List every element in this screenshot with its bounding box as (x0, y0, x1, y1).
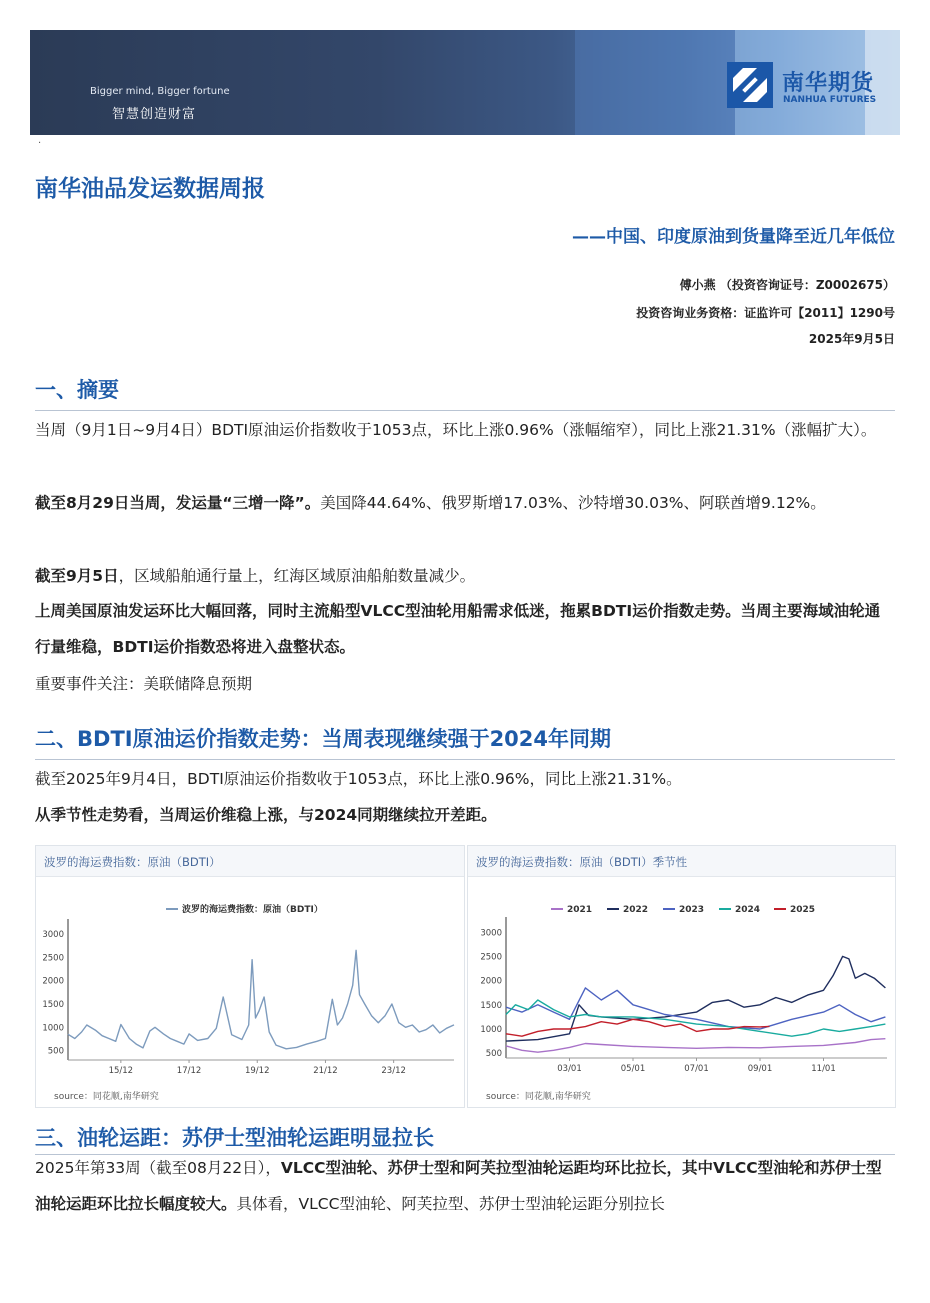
legend-label: 2021 (567, 905, 593, 915)
slogan-english: Bigger mind, Bigger fortune (90, 86, 230, 97)
paragraph-text: 2025年第33周（截至08月22日）， (35, 1159, 281, 1177)
y-tick-label: 1000 (42, 1023, 64, 1034)
summary-paragraph: 重要事件关注：美联储降息预期 (35, 675, 253, 693)
legend-label: 2023 (679, 905, 705, 915)
series-line-2023 (506, 988, 885, 1029)
y-tick-label: 2500 (480, 952, 502, 963)
paragraph-text: 具体看，VLCC型油轮、阿芙拉型、苏伊士型油轮运距分别拉长 (236, 1195, 665, 1213)
chart-header-text: 波罗的海运费指数：原油（BDTI）季节性 (476, 855, 688, 869)
bold-lead: 截至8月29日当周，发运量“三增一降”。 (35, 494, 321, 512)
y-tick-label: 2500 (42, 953, 64, 964)
section-heading-distance: 三、油轮运距：苏伊士型油轮运距明显拉长 (35, 1126, 434, 1150)
paragraph-text: ，区域船舶通行量上，红海区域原油船舶数量减少。 (118, 567, 476, 585)
slogan-chinese: 智慧创造财富 (112, 107, 197, 122)
bdti-seasonal-line-chart (468, 877, 895, 1097)
x-tick-label: 11/01 (811, 1064, 836, 1074)
summary-paragraph (35, 558, 895, 594)
series-line-2025 (506, 1019, 770, 1036)
license-line: 投资咨询业务资格：证监许可【2011】1290号 (636, 306, 895, 320)
report-title: 南华油品发运数据周报 (35, 176, 265, 202)
x-tick-label: 15/12 (108, 1066, 134, 1076)
chart-source: source：同花顺,南华研究 (486, 1092, 591, 1102)
y-tick-label: 2000 (42, 976, 64, 987)
section-divider (35, 410, 895, 411)
banner-panel (575, 30, 735, 135)
summary-conclusion: 上周美国原油发运环比大幅回落，同时主流船型VLCC型油轮用船需求低迷，拖累BDTI运价指数走势。当周主要海域油轮通行量维稳，BDTI运价指数恐将进入盘整状态。 (35, 602, 881, 656)
logo-name-chinese: 南华期货 (782, 71, 875, 96)
x-tick-label: 03/01 (557, 1064, 582, 1074)
report-subtitle: ——中国、印度原油到货量降至近几年低位 (572, 227, 895, 247)
paragraph-text: 美国降44.64%、俄罗斯增17.03%、沙特增30.03%、阿联酋增9.12%。 (320, 494, 826, 512)
legend-label: 2024 (735, 905, 761, 915)
y-tick-label: 500 (485, 1049, 502, 1060)
bold-lead: 截至9月5日 (35, 567, 119, 585)
author-line: 傅小燕 （投资咨询证号：Z0002675） (679, 278, 895, 292)
y-tick-label: 2000 (480, 976, 502, 987)
nanhua-logo-icon (727, 62, 773, 108)
bdti-line-chart (36, 877, 464, 1097)
y-tick-label: 3000 (42, 930, 64, 940)
x-tick-label: 09/01 (747, 1064, 773, 1074)
section-heading-bdti: 二、BDTI原油运价指数走势：当周表现继续强于2024年同期 (35, 727, 612, 751)
x-tick-label: 19/12 (244, 1066, 270, 1076)
summary-paragraph: 当周（9月1日~9月4日）BDTI原油运价指数收于1053点，环比上涨0.96%（涨幅缩窄），同比上涨21.31%（涨幅扩大）。 (35, 421, 877, 439)
bdti-paragraph: 截至2025年9月4日，BDTI原油运价指数收于1053点，环比上涨0.96%，同比上涨21.31%。 (35, 770, 682, 788)
report-date: 2025年9月5日 (808, 332, 895, 346)
chart-header (36, 846, 464, 877)
page-dot: · (38, 138, 42, 149)
header-banner (30, 30, 900, 135)
x-tick-label: 17/12 (176, 1066, 202, 1076)
summary-paragraph (35, 485, 895, 521)
legend-label: 2022 (623, 905, 649, 915)
chart-header (468, 846, 895, 877)
legend-label: 波罗的海运费指数：原油（BDTI） (182, 905, 323, 915)
y-tick-label: 500 (47, 1046, 64, 1057)
logo-name-english: NANHUA FUTURES (783, 95, 877, 105)
y-tick-label: 1000 (480, 1024, 502, 1035)
x-tick-label: 07/01 (684, 1064, 709, 1074)
section-heading-summary: 一、摘要 (35, 378, 119, 402)
bdti-paragraph: 从季节性走势看，当周运价维稳上涨，与2024同期继续拉开差距。 (35, 806, 497, 824)
series-line-波罗的海运费指数：原油（BDTI） (68, 950, 454, 1049)
y-tick-label: 3000 (480, 928, 502, 939)
chart-header-text: 波罗的海运费指数：原油（BDTI） (44, 855, 221, 869)
bdti-chart-panel (35, 845, 465, 1108)
bdti-seasonal-chart-panel (467, 845, 896, 1108)
x-tick-label: 21/12 (313, 1066, 338, 1076)
legend-label: 2025 (790, 905, 816, 915)
series-line-2021 (506, 1039, 885, 1053)
y-tick-label: 1500 (42, 1000, 64, 1010)
bold-lead: VLCC型油轮、苏伊士型和阿芙拉型油轮运距均环比拉长，其中VLCC型油轮和苏伊士型油轮运距环比拉长幅度较大。 (35, 1159, 882, 1213)
x-tick-label: 05/01 (620, 1064, 646, 1074)
chart-source: source：同花顺,南华研究 (54, 1092, 159, 1102)
x-tick-label: 23/12 (381, 1066, 406, 1076)
y-tick-label: 1500 (480, 1000, 502, 1011)
section-divider (35, 759, 895, 760)
distance-paragraph (35, 1150, 895, 1222)
